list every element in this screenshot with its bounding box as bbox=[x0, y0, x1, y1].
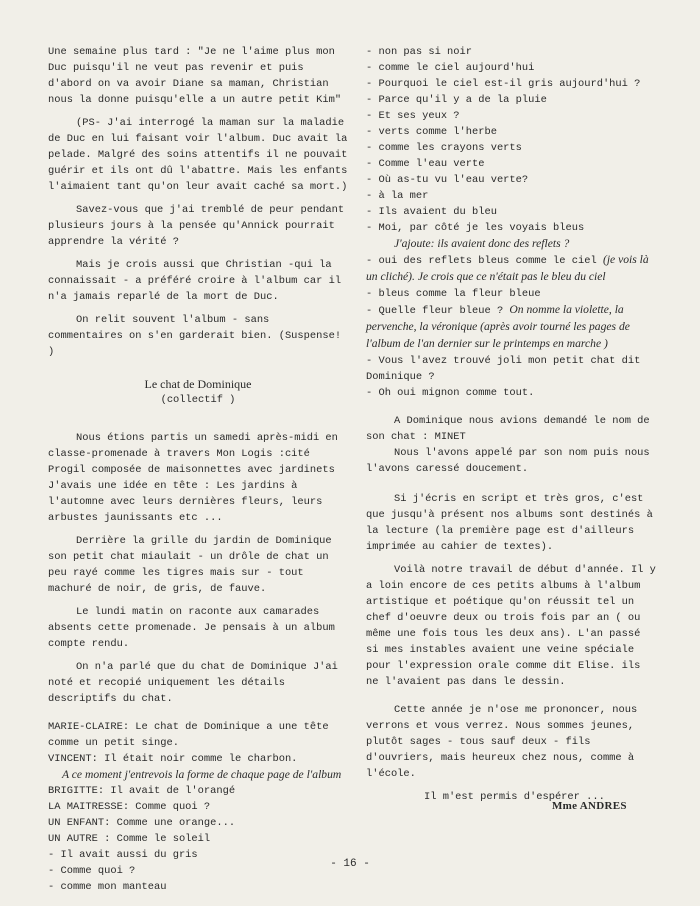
italic-note: On nomme la violette, la pervenche, la véronique (après avoir tourné les pages de l'album de l'an dernier sur le printemps en marche ) bbox=[366, 303, 630, 350]
dialogue-line bbox=[366, 252, 656, 286]
dialogue-line: - bleus comme la fleur bleue bbox=[366, 288, 541, 300]
paragraph: Derrière la grille du jardin de Dominique son petit chat miaulait - un drôle de chat un peu rayé comme les tigres mais sur - tout machuré de noir, de gris, de fauve. bbox=[48, 535, 332, 595]
dialogue-line: - Vous l'avez trouvé joli mon petit chat dit Dominique ? bbox=[366, 355, 641, 383]
paragraph: On relit souvent l'album - sans commentaires on s'en garderait bien. (Suspense! ) bbox=[48, 314, 342, 358]
dialogue-line: - Moi, par côté je les voyais bleus bbox=[366, 222, 585, 234]
dialogue-line: - Où as-tu vu l'eau verte? bbox=[366, 174, 529, 186]
paragraph: A Dominique nous avions demandé le nom de son chat : MINET bbox=[366, 415, 650, 443]
paragraph: Une semaine plus tard : "Je ne l'aime plus mon Duc puisqu'il ne veut pas revenir et puis d'abord on va avoir Diane sa maman, Christian nous la donne puisqu'elle a un autre petit Kim" bbox=[48, 46, 342, 106]
dialogue-line: VINCENT: Il était noir comme le charbon. bbox=[48, 753, 298, 765]
page-number: - 16 - bbox=[330, 858, 370, 870]
author-signature: Mme ANDRES bbox=[552, 800, 627, 812]
dialogue-line: - verts comme l'herbe bbox=[366, 126, 497, 138]
dialogue-line: - à la mer bbox=[366, 190, 429, 202]
dialogue-line: - comme les crayons verts bbox=[366, 142, 522, 154]
dialogue-line: - Comme quoi ? bbox=[48, 865, 136, 877]
italic-note: A ce moment j'entrevois la forme de chaque page de l'album bbox=[62, 768, 342, 781]
dialogue-line: - comme le ciel aujourd'hui bbox=[366, 62, 535, 74]
paragraph: Le lundi matin on raconte aux camarades absents cette promenade. Je pensais à un album compte rendu. bbox=[48, 606, 335, 650]
dialogue-text: - oui des reflets bleus comme le ciel bbox=[366, 255, 603, 267]
paragraph: Nous étions partis un samedi après-midi en classe-promenade à travers Mon Logis :cité Progil composée de maisonnettes avec jardinets J'avais une idée en tête : Les jardins à l'automne avec leurs dernières fleurs, leurs arbustes jaunissants etc ... bbox=[48, 432, 338, 524]
dialogue-line: - Et ses yeux ? bbox=[366, 110, 460, 122]
paragraph: (PS- J'ai interrogé la maman sur la maladie de Duc en lui faisant voir l'album. Duc avait la pelade. Malgré des soins attentifs il ne pouvait guérir et ils ont dû l'abattre. Mais les enfants l'aimaient tant qu'on leur avait caché sa mort.) bbox=[48, 117, 348, 193]
dialogue-line: - Pourquoi le ciel est-il gris aujourd'hui ? bbox=[366, 78, 641, 90]
italic-note: J'ajoute: ils avaient donc des reflets ? bbox=[394, 237, 570, 250]
left-column bbox=[48, 44, 348, 895]
paragraph: Cette année je n'ose me prononcer, nous verrons et vous verrez. Nous sommes jeunes, plutôt sages - tous sauf deux - fils d'ouvriers, mais heureux chez nous, comme à l'école. bbox=[366, 704, 638, 780]
dialogue-line: - Oh oui mignon comme tout. bbox=[366, 387, 535, 399]
paragraph: On n'a parlé que du chat de Dominique J'ai noté et recopié uniquement les détails descriptifs du chat. bbox=[48, 661, 338, 705]
dialogue-line: - Ils avaient du bleu bbox=[366, 206, 497, 218]
paragraph: Savez-vous que j'ai tremblé de peur pendant plusieurs jours à la pensée qu'Annick pourrait apprendre la vérité ? bbox=[48, 204, 345, 248]
italic-note: (je vois là un cliché). Je crois que ce n'était pas le bleu du ciel bbox=[366, 253, 649, 283]
dialogue-line: - non pas si noir bbox=[366, 46, 473, 58]
dialogue-line: BRIGITTE: Il avait de l'orangé bbox=[48, 785, 236, 797]
section-title: Le chat de Dominique bbox=[144, 377, 252, 391]
closing-line: Il m'est permis d'espérer ... bbox=[424, 791, 605, 803]
paragraph: Nous l'avons appelé par son nom puis nous l'avons caressé doucement. bbox=[366, 447, 650, 475]
paragraph: Voilà notre travail de début d'année. Il y a loin encore de ces petits albums à l'album artistique et poétique qu'on réussit tel un chef d'oeuvre deux ou trois fois par an ( ou même une fois tous les deux ans). L'an passé si mes instables avaient une veine spéciale pour l'expression orale comme dit Elise. ils ne l'avaient pas dans le dessin. bbox=[366, 564, 656, 688]
dialogue-text: - Quelle fleur bleue ? bbox=[366, 305, 510, 317]
dialogue-line: UN AUTRE : Comme le soleil bbox=[48, 833, 211, 845]
dialogue-line bbox=[366, 302, 656, 353]
dialogue-line: - comme mon manteau bbox=[48, 881, 167, 893]
dialogue-line: - Parce qu'il y a de la pluie bbox=[366, 94, 547, 106]
dialogue-line: LA MAITRESSE: Comme quoi ? bbox=[48, 801, 211, 813]
paragraph: Mais je crois aussi que Christian -qui la connaissait - a préféré croire à l'album car il n'a jamais reparlé de la mort de Duc. bbox=[48, 259, 342, 303]
dialogue-line: - Comme l'eau verte bbox=[366, 158, 485, 170]
dialogue-line: UN ENFANT: Comme une orange... bbox=[48, 817, 236, 829]
right-column bbox=[366, 44, 656, 805]
dialogue-line: MARIE-CLAIRE: Le chat de Dominique a une tête comme un petit singe. bbox=[48, 721, 329, 749]
dialogue-line: - Il avait aussi du gris bbox=[48, 849, 198, 861]
paragraph: Si j'écris en script et très gros, c'est que jusqu'à présent nos albums sont destinés à la lecture (la première page est d'ailleurs imprimée au cahier de textes). bbox=[366, 493, 653, 553]
section-subtitle: (collectif ) bbox=[160, 394, 236, 406]
